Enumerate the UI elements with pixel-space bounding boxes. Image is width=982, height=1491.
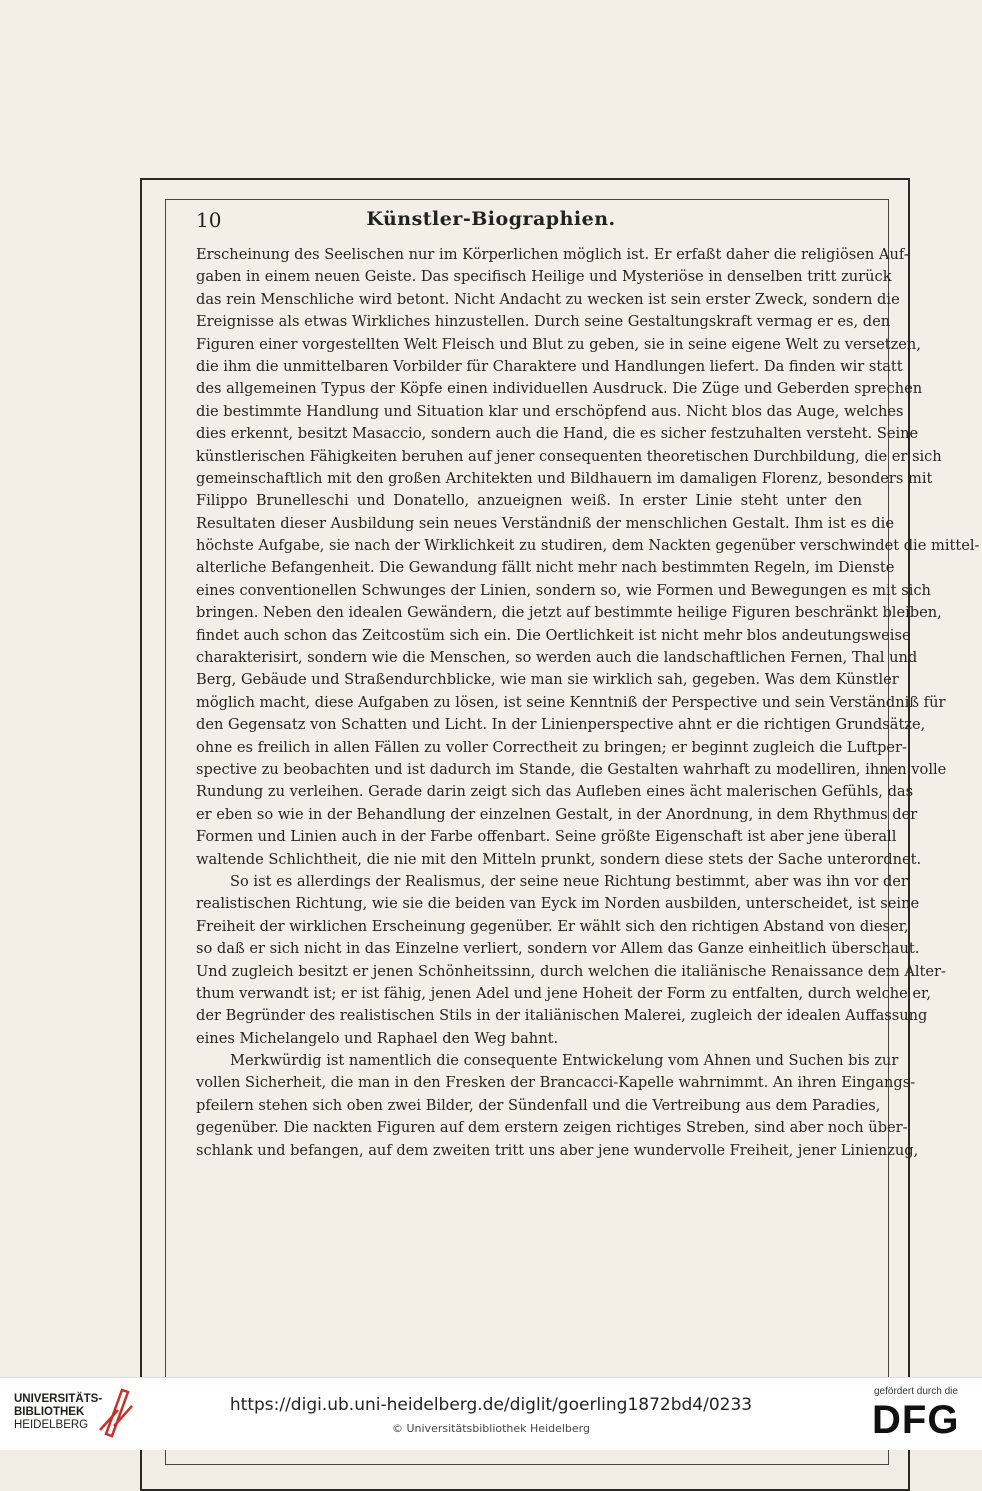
dfg-logo[interactable]: DFG <box>872 1398 960 1442</box>
text-line: bringen. Neben den idealen Gewändern, die jetzt auf bestimmte heilige Figuren beschränkt bleiben, <box>196 604 942 622</box>
text-line: dies erkennt, besitzt Masaccio, sondern auch die Hand, die es sicher festzuhalten versteht. Seine <box>196 425 919 443</box>
body-text <box>196 244 980 1162</box>
text-line: eines conventionellen Schwunges der Linien, sondern so, wie Formen und Bewegungen es mit sich <box>196 581 931 599</box>
text-line: Und zugleich besitzt er jenen Schönheitssinn, durch welchen die italiänische Renaissance dem Alter- <box>196 962 946 980</box>
text-line: Filippo Brunelleschi und Donatello, anzueignen weiß. In erster Linie steht unter den <box>196 492 862 510</box>
institution-name-line-2: BIBLIOTHEK <box>14 1406 85 1418</box>
text-line: findet auch schon das Zeitcostüm sich ein. Die Oertlichkeit ist nicht mehr blos andeutungsweise <box>196 626 911 644</box>
text-line: Berg, Gebäude und Straßendurchblicke, wie man sie wirklich sah, gegeben. Was dem Künstler <box>196 671 899 689</box>
text-line: vollen Sicherheit, die man in den Fresken der Brancacci-Kapelle wahrnimmt. An ihren Eingangs- <box>196 1074 916 1092</box>
funder-note: gefördert durch die <box>874 1386 958 1397</box>
text-line: höchste Aufgabe, sie nach der Wirklichkeit zu studiren, dem Nackten gegenüber verschwindet die mittel- <box>196 537 980 555</box>
text-line: künstlerischen Fähigkeiten beruhen auf jener consequenten theoretischen Durchbildung, die er sich <box>196 447 942 465</box>
institution-name-line-3: HEIDELBERG <box>14 1419 89 1431</box>
text-line: Resultaten dieser Ausbildung sein neues Verständniß der menschlichen Gestalt. Ihm ist es die <box>196 514 894 532</box>
text-line: Rundung zu verleihen. Gerade darin zeigt sich das Aufleben eines ächt malerischen Gefühls, das <box>196 783 914 801</box>
text-line: Merkwürdig ist namentlich die consequente Entwickelung vom Ahnen und Suchen bis zur <box>230 1052 899 1070</box>
running-head: Künstler-Biographien. <box>366 208 616 230</box>
text-line: schlank und befangen, auf dem zweiten tritt uns aber jene wundervolle Freiheit, jener Linienzug, <box>196 1141 919 1159</box>
text-line: die bestimmte Handlung und Situation klar und erschöpfend aus. Nicht blos das Auge, welches <box>196 402 904 420</box>
text-line: des allgemeinen Typus der Köpfe einen individuellen Ausdruck. Die Züge und Geberden sprechen <box>196 380 923 398</box>
text-line: die ihm die unmittelbaren Vorbilder für Charaktere und Handlungen liefert. Da finden wir statt <box>196 357 903 375</box>
page-number: 10 <box>196 208 222 232</box>
text-line: Ereignisse als etwas Wirkliches hinzustellen. Durch seine Gestaltungskraft vermag er es, den <box>196 313 891 331</box>
text-line: gaben in einem neuen Geiste. Das specifisch Heilige und Mysteriöse in denselben tritt zurück <box>196 268 892 286</box>
text-line: So ist es allerdings der Realismus, der seine neue Richtung bestimmt, aber was ihn vor der <box>230 872 908 890</box>
text-line: gegenüber. Die nackten Figuren auf dem erstern zeigen richtiges Streben, sind aber noch über- <box>196 1119 908 1137</box>
text-line: spective zu beobachten und ist dadurch im Stande, die Gestalten wahrhaft zu modelliren, ihnen volle <box>196 760 947 778</box>
text-line: charakterisirt, sondern wie die Menschen, so werden auch die landschaftlichen Fernen, Thal und <box>196 649 918 667</box>
copyright-notice: © Universitätsbibliothek Heidelberg <box>391 1422 590 1435</box>
text-line: Formen und Linien auch in der Farbe offenbart. Seine größte Eigenschaft ist aber jene überall <box>196 828 897 846</box>
text-line: er eben so wie in der Behandlung der einzelnen Gestalt, in der Anordnung, in dem Rhythmus der <box>196 805 918 823</box>
text-line: Erscheinung des Seelischen nur im Körperlichen möglich ist. Er erfaßt daher die religiösen Auf- <box>196 246 909 263</box>
text-line: eines Michelangelo und Raphael den Weg bahnt. <box>196 1029 559 1047</box>
text-line: Freiheit der wirklichen Erscheinung gegenüber. Er wählt sich den richtigen Abstand von dieser, <box>196 917 909 935</box>
text-line: ohne es freilich in allen Fällen zu voller Correctheit zu bringen; er beginnt zugleich die Luftper- <box>196 738 907 756</box>
text-line: das rein Menschliche wird betont. Nicht Andacht zu wecken ist sein erster Zweck, sondern die <box>196 290 900 308</box>
text-line: der Begründer des realistischen Stils in der italiänischen Malerei, zugleich der idealen Auffassung <box>196 1007 928 1025</box>
text-line: den Gegensatz von Schatten und Licht. In der Linienperspective ahnt er die richtigen Grundsätze, <box>196 716 926 734</box>
text-line: gemeinschaftlich mit den großen Architekten und Bildhauern im damaligen Florenz, besonders mit <box>196 469 933 487</box>
text-line: pfeilern stehen sich oben zwei Bilder, der Sündenfall und die Vertreibung aus dem Paradies, <box>196 1096 881 1114</box>
text-line: waltende Schlichtheit, die nie mit den Mitteln prunkt, sondern diese stets der Sache unterordnet. <box>196 850 922 868</box>
text-line: alterliche Befangenheit. Die Gewandung fällt nicht mehr nach bestimmten Regeln, im Dienste <box>196 559 895 577</box>
text-line: Figuren einer vorgestellten Welt Fleisch und Blut zu geben, sie in seine eigene Welt zu versetzen, <box>196 335 921 353</box>
text-line: so daß er sich nicht in das Einzelne verliert, sondern vor Allem das Ganze einheitlich überschaut. <box>196 940 920 958</box>
text-line: möglich macht, diese Aufgaben zu lösen, ist seine Kenntniß der Perspective und sein Verständniß für <box>196 693 946 711</box>
text-line: realistischen Richtung, wie sie die beiden van Eyck im Norden ausbilden, unterscheidet, ist seine <box>196 895 920 913</box>
text-line: thum verwandt ist; er ist fähig, jenen Adel und jene Hoheit der Form zu entfalten, durch welche er, <box>196 984 932 1002</box>
permalink-url[interactable]: https://digi.ub.uni-heidelberg.de/diglit/goerling1872bd4/0233 <box>229 1395 753 1415</box>
institution-name-line-1: UNIVERSITÄTS- <box>14 1393 103 1405</box>
